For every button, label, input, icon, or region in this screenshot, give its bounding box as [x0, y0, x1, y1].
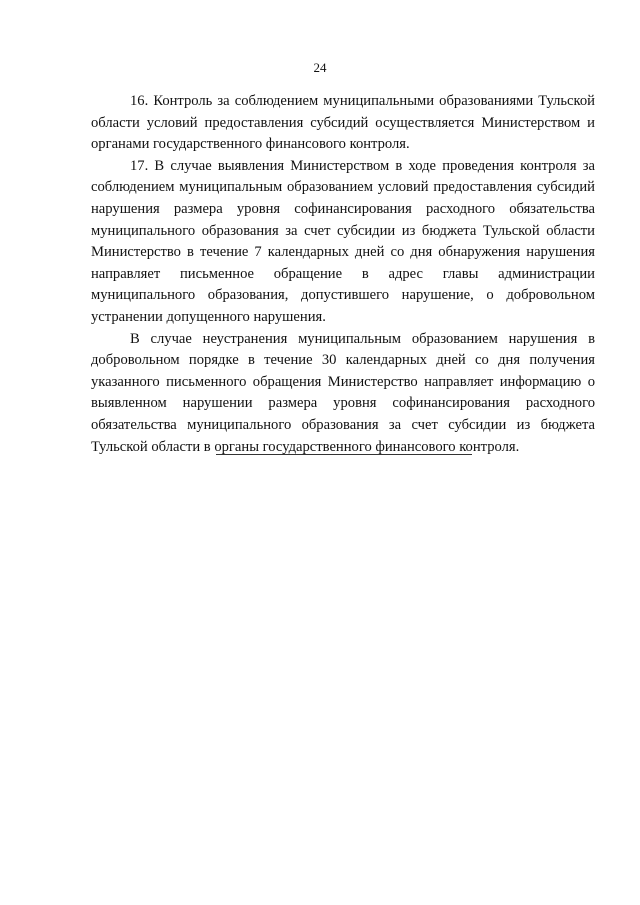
paragraph-17-continuation: В случае неустранения муниципальным образованием нарушения в добровольном порядке в течение 30 календарных дней со дня получения указанного письменного обращения Министерство направляет информацию о выявленном нарушении размера уровня софинансирования расходного обязательства муниципального образования за счет субсидии из бюджета Тульской области в органы государственного финансового контроля. [91, 330, 595, 455]
document-body [91, 91, 595, 458]
page-number: 24 [313, 60, 327, 75]
paragraph-17: 17. В случае выявления Министерством в ходе проведения контроля за соблюдением муниципальным образованием условий предоставления субсидий нарушения размера уровня софинансирования расходного обязательства муниципального образования за счет субсидии из бюджета Тульской области Министерство в течение 7 календарных дней со дня обнаружения нарушения направляет письменное обращение в адрес главы администрации муниципального образования, допустившего нарушение, о добровольном устранении допущенного нарушения. [91, 157, 595, 325]
paragraph-16: 16. Контроль за соблюдением муниципальными образованиями Тульской области условий предоставления субсидий осуществляется Министерством и органами государственного финансового контроля. [91, 93, 595, 153]
end-separator-line [216, 454, 472, 455]
